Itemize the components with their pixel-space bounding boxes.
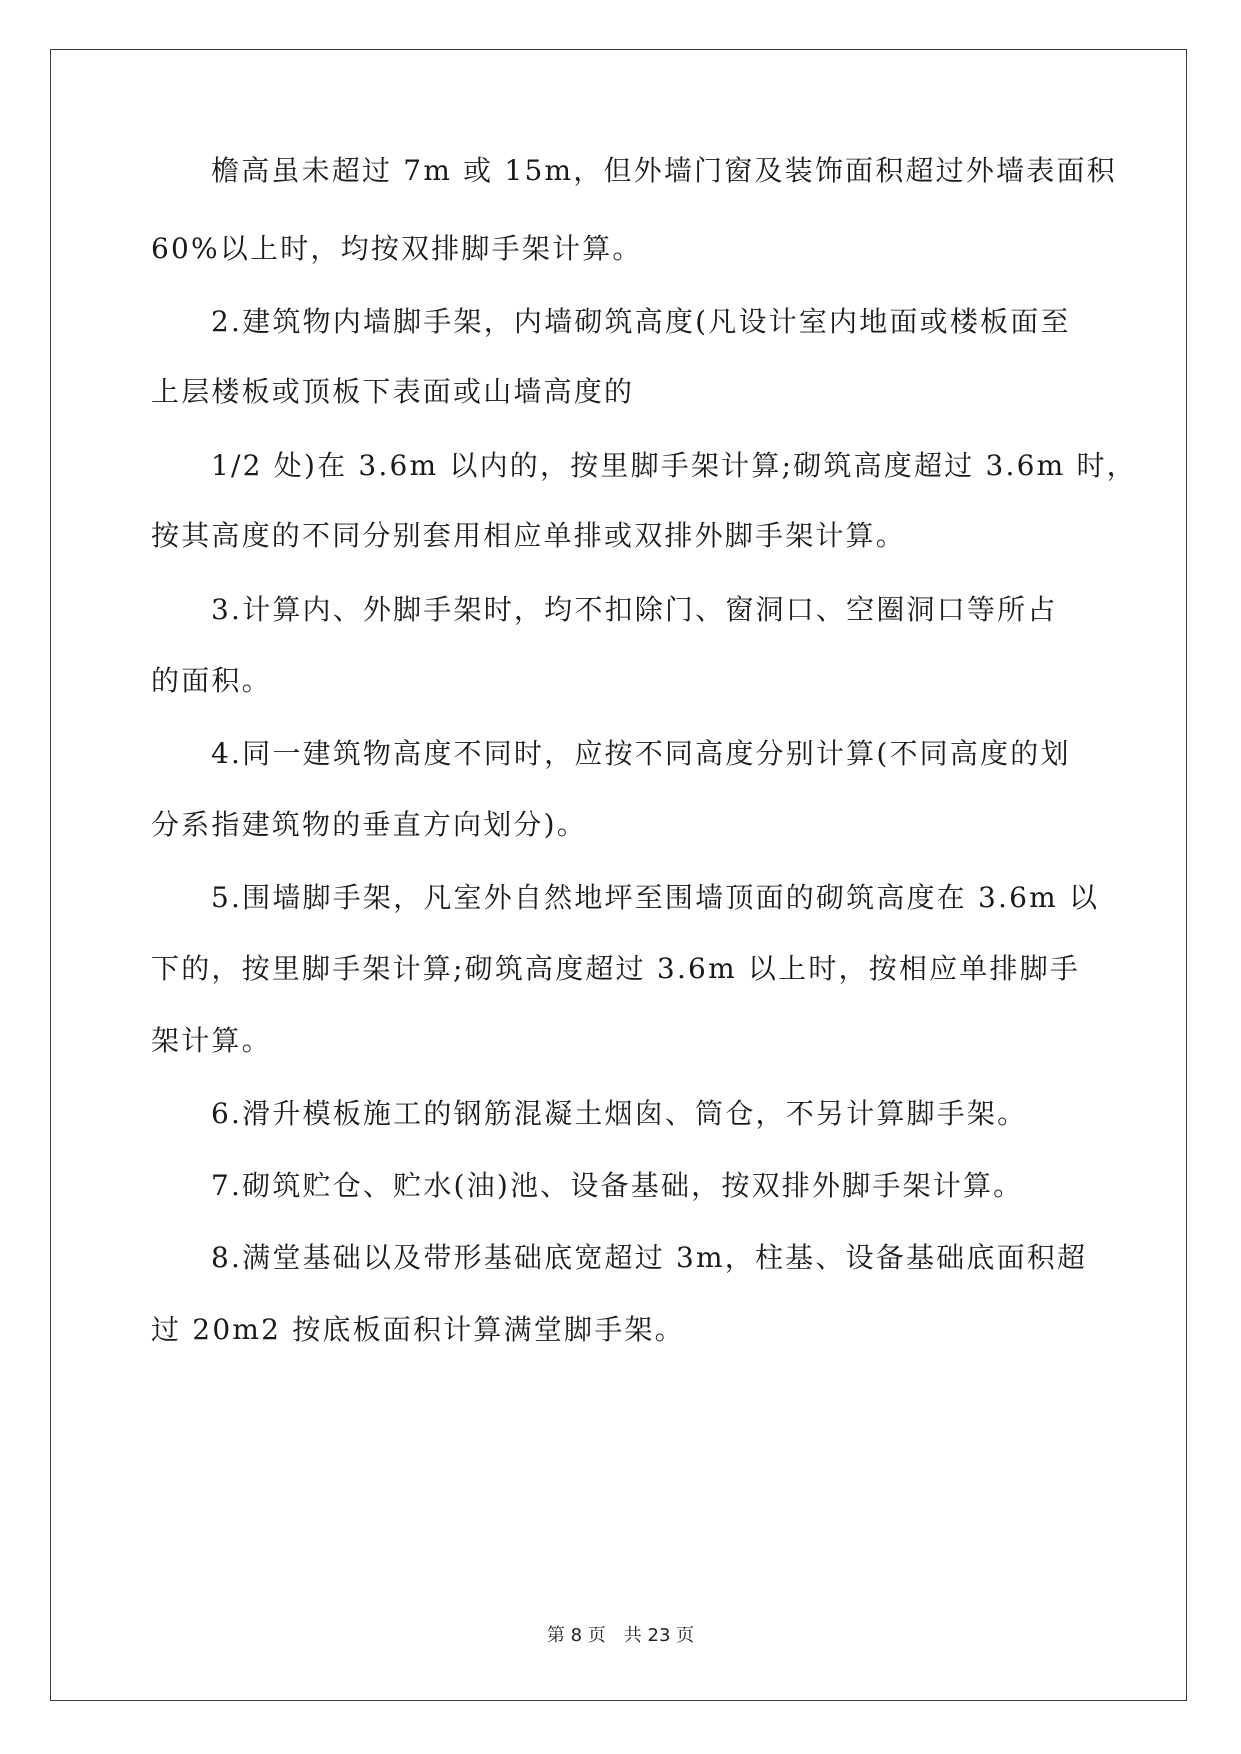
text-line: 5.围墙脚手架，凡室外自然地坪至围墙顶面的砌筑高度在 3.6m 以 (211, 881, 1100, 914)
text-line: 4.同一建筑物高度不同时，应按不同高度分别计算(不同高度的划 (211, 737, 1071, 770)
page-number-footer: 第 8 页 共 23 页 (546, 1625, 695, 1646)
text-line: 8.满堂基础以及带形基础底宽超过 3m，柱基、设备基础底面积超 (211, 1241, 1088, 1274)
text-line: 下的，按里脚手架计算;砌筑高度超过 3.6m 以上时，按相应单排脚手 (151, 952, 1081, 985)
text-line: 1/2 处)在 3.6m 以内的，按里脚手架计算;砌筑高度超过 3.6m 时， (211, 449, 1137, 482)
text-line: 3.计算内、外脚手架时，均不扣除门、窗洞口、空圈洞口等所占 (211, 593, 1058, 626)
text-line: 的面积。 (151, 664, 272, 697)
text-line: 檐高虽未超过 7m 或 15m，但外墙门窗及装饰面积超过外墙表面积 (211, 154, 1117, 187)
text-line: 按其高度的不同分别套用相应单排或双排外脚手架计算。 (151, 519, 907, 552)
text-line: 6.滑升模板施工的钢筋混凝土烟囱、筒仓，不另计算脚手架。 (211, 1097, 1028, 1130)
text-line: 7.砌筑贮仓、贮水(油)池、设备基础，按双排外脚手架计算。 (211, 1169, 1024, 1202)
text-line: 架计算。 (151, 1024, 272, 1057)
text-line: 上层楼板或顶板下表面或山墙高度的 (151, 375, 635, 408)
text-line: 2.建筑物内墙脚手架，内墙砌筑高度(凡设计室内地面或楼板面至 (211, 305, 1071, 338)
page-border (50, 49, 1187, 1701)
text-line: 60%以上时，均按双排脚手架计算。 (151, 232, 643, 265)
text-line: 过 20m2 按底板面积计算满堂脚手架。 (151, 1313, 685, 1346)
text-line: 分系指建筑物的垂直方向划分)。 (151, 808, 587, 841)
